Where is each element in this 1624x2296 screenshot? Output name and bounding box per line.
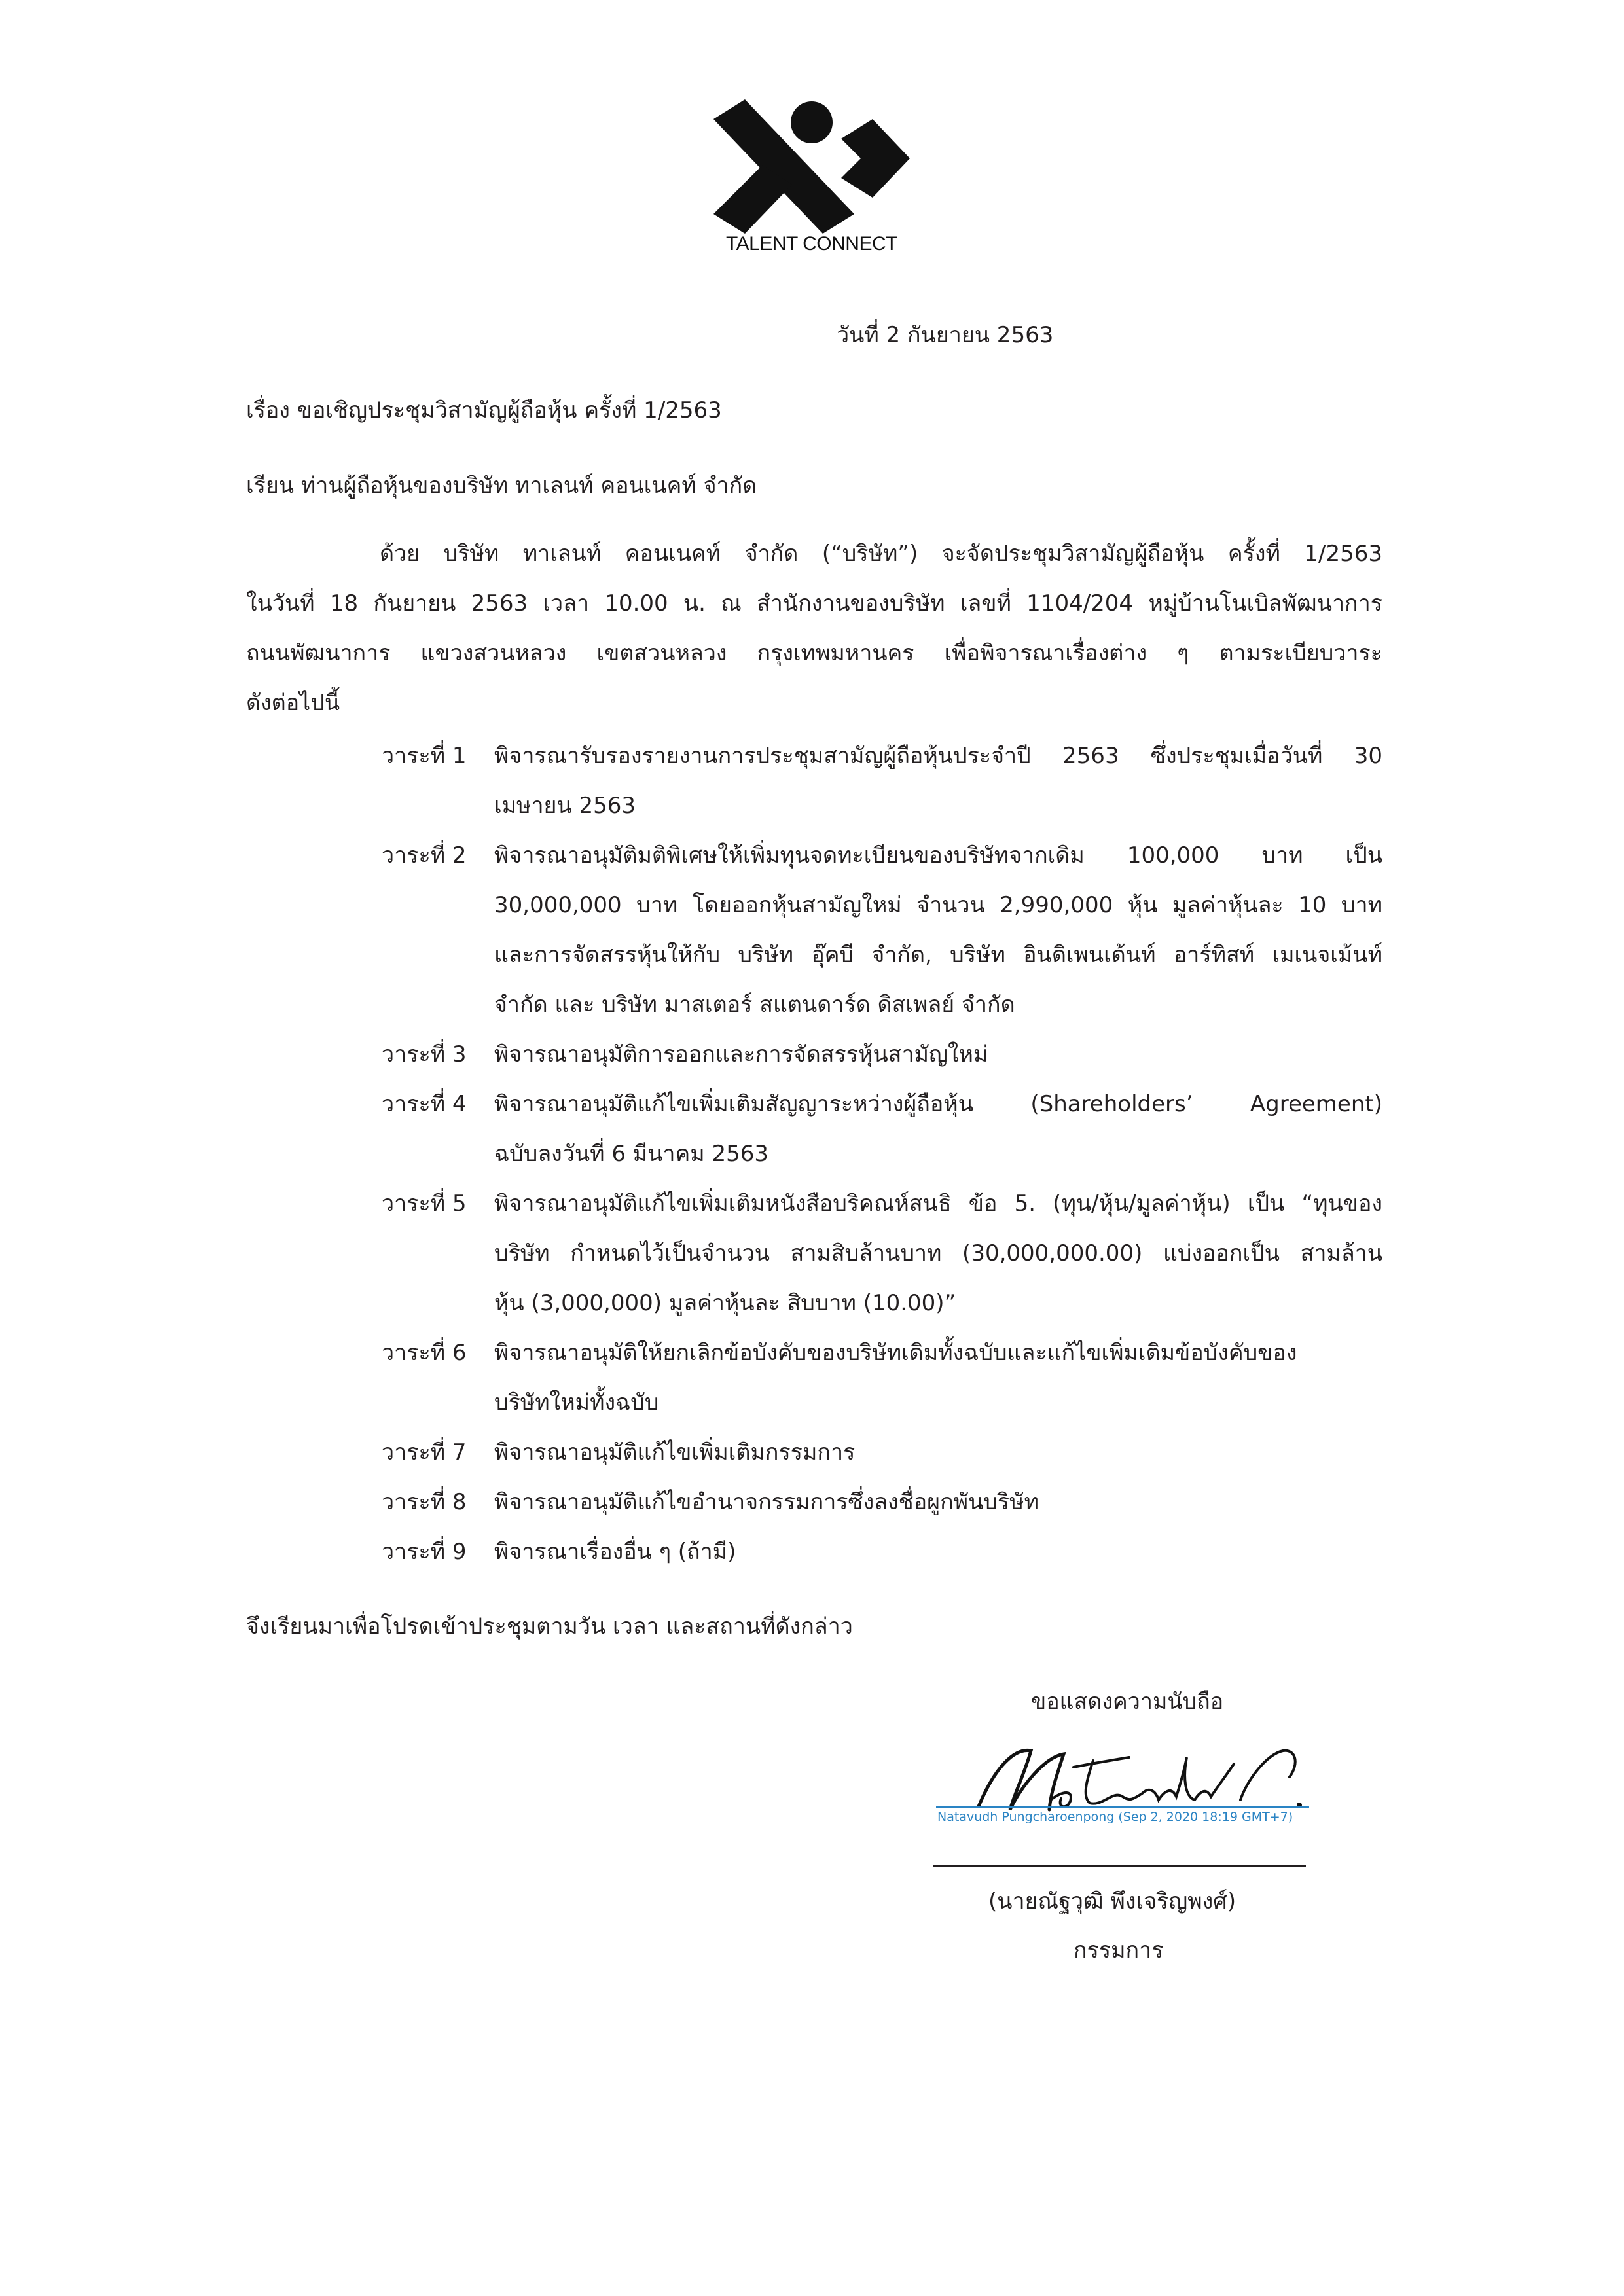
- agenda-text: พิจารณารับรองรายงานการประชุมสามัญผู้ถือหุ้นประจำปี 2563 ซึ่งประชุมเมื่อวันที่ 30: [494, 743, 1382, 769]
- agenda-label: วาระที่ 2: [382, 842, 467, 869]
- agenda-text: บริษัทใหม่ทั้งฉบับ: [494, 1390, 659, 1416]
- letter-date: วันที่ 2 กันยายน 2563: [837, 322, 1054, 348]
- agenda-label: วาระที่ 4: [382, 1091, 467, 1117]
- agenda-label: วาระที่ 7: [382, 1439, 467, 1465]
- body-line: ถนนพัฒนาการ แขวงสวนหลวง เขตสวนหลวง กรุงเทพมหานคร เพื่อพิจารณาเรื่องต่าง ๆ ตามระเบียบวาระ: [246, 640, 1382, 666]
- agenda-text: หุ้น (3,000,000) มูลค่าหุ้นละ สิบบาท (10.00)”: [494, 1290, 956, 1316]
- body-line: ในวันที่ 18 กันยายน 2563 เวลา 10.00 น. ณ สำนักงานของบริษัท เลขที่ 1104/204 หมู่บ้านโนเบิลพัฒนาการ: [246, 590, 1382, 617]
- agenda-text: บริษัท กำหนดไว้เป็นจำนวน สามสิบล้านบาท (30,000,000.00) แบ่งออกเป็น สามล้าน: [494, 1240, 1382, 1266]
- signer-title: กรรมการ: [1074, 1937, 1164, 1964]
- signer-name: (นายณัฐวุฒิ พึงเจริญพงศ์): [988, 1888, 1236, 1914]
- agenda-text: พิจารณาอนุมัติแก้ไขเพิ่มเติมหนังสือบริคณห์สนธิ ข้อ 5. (ทุน/หุ้น/มูลค่าหุ้น) เป็น “ทุนของ: [494, 1191, 1382, 1217]
- agenda-label: วาระที่ 3: [382, 1041, 467, 1067]
- signature-underline: [933, 1865, 1306, 1867]
- agenda-text: เมษายน 2563: [494, 793, 636, 819]
- logo-chevron: [841, 119, 910, 198]
- agenda-text: พิจารณาอนุมัติการออกและการจัดสรรหุ้นสามัญใหม่: [494, 1041, 988, 1067]
- agenda-label: วาระที่ 9: [382, 1539, 467, 1565]
- agenda-label: วาระที่ 6: [382, 1340, 467, 1366]
- agenda-label: วาระที่ 1: [382, 743, 467, 769]
- agenda-text: พิจารณาเรื่องอื่น ๆ (ถ้ามี): [494, 1539, 736, 1565]
- agenda-text: พิจารณาอนุมัติแก้ไขเพิ่มเติมกรรมการ: [494, 1439, 856, 1465]
- agenda-label: วาระที่ 5: [382, 1191, 467, 1217]
- logo-wordmark: TALENT CONNECT: [726, 233, 897, 255]
- agenda-text: ฉบับลงวันที่ 6 มีนาคม 2563: [494, 1141, 768, 1167]
- agenda-text: 30,000,000 บาท โดยออกหุ้นสามัญใหม่ จำนวน 2,990,000 หุ้น มูลค่าหุ้นละ 10 บาท: [494, 892, 1382, 918]
- body-line: ดังต่อไปนี้: [246, 690, 340, 716]
- letter-salutation: เรียน ท่านผู้ถือหุ้นของบริษัท ทาเลนท์ คอนเนคท์ จำกัด: [246, 473, 757, 499]
- body-line: ด้วย บริษัท ทาเลนท์ คอนเนคท์ จำกัด (“บริษัท”) จะจัดประชุมวิสามัญผู้ถือหุ้น ครั้งที่ 1/2563: [380, 541, 1382, 567]
- e-signature-caption: Natavudh Pungcharoenpong (Sep 2, 2020 18:19 GMT+7): [937, 1810, 1293, 1824]
- agenda-text: พิจารณาอนุมัติให้ยกเลิกข้อบังคับของบริษัทเดิมทั้งฉบับและแก้ไขเพิ่มเติมข้อบังคับของ: [494, 1340, 1297, 1366]
- complimentary-close: ขอแสดงความนับถือ: [1031, 1689, 1224, 1715]
- closing-sentence: จึงเรียนมาเพื่อโปรดเข้าประชุมตามวัน เวลา และสถานที่ดังกล่าว: [246, 1613, 853, 1640]
- logo-dot: [791, 101, 833, 143]
- signature-rule: [936, 1806, 1309, 1808]
- letter-subject: เรื่อง ขอเชิญประชุมวิสามัญผู้ถือหุ้น ครั้งที่ 1/2563: [246, 397, 722, 423]
- agenda-label: วาระที่ 8: [382, 1489, 467, 1515]
- agenda-text: พิจารณาอนุมัติแก้ไขเพิ่มเติมสัญญาระหว่างผู้ถือหุ้น (Shareholders’ Agreement): [494, 1091, 1382, 1117]
- agenda-text: และการจัดสรรหุ้นให้กับ บริษัท อุ๊คบี จำกัด, บริษัท อินดิเพนเด้นท์ อาร์ทิสท์ เมเนจเม้นท์: [494, 942, 1382, 968]
- agenda-text: พิจารณาอนุมัติแก้ไขอำนาจกรรมการซึ่งลงชื่อผูกพันบริษัท: [494, 1489, 1039, 1515]
- agenda-text: จำกัด และ บริษัท มาสเตอร์ สแตนดาร์ด ดิสเพลย์ จำกัด: [494, 992, 1015, 1018]
- agenda-text: พิจารณาอนุมัติมติพิเศษให้เพิ่มทุนจดทะเบียนของบริษัทจากเดิม 100,000 บาท เป็น: [494, 842, 1382, 869]
